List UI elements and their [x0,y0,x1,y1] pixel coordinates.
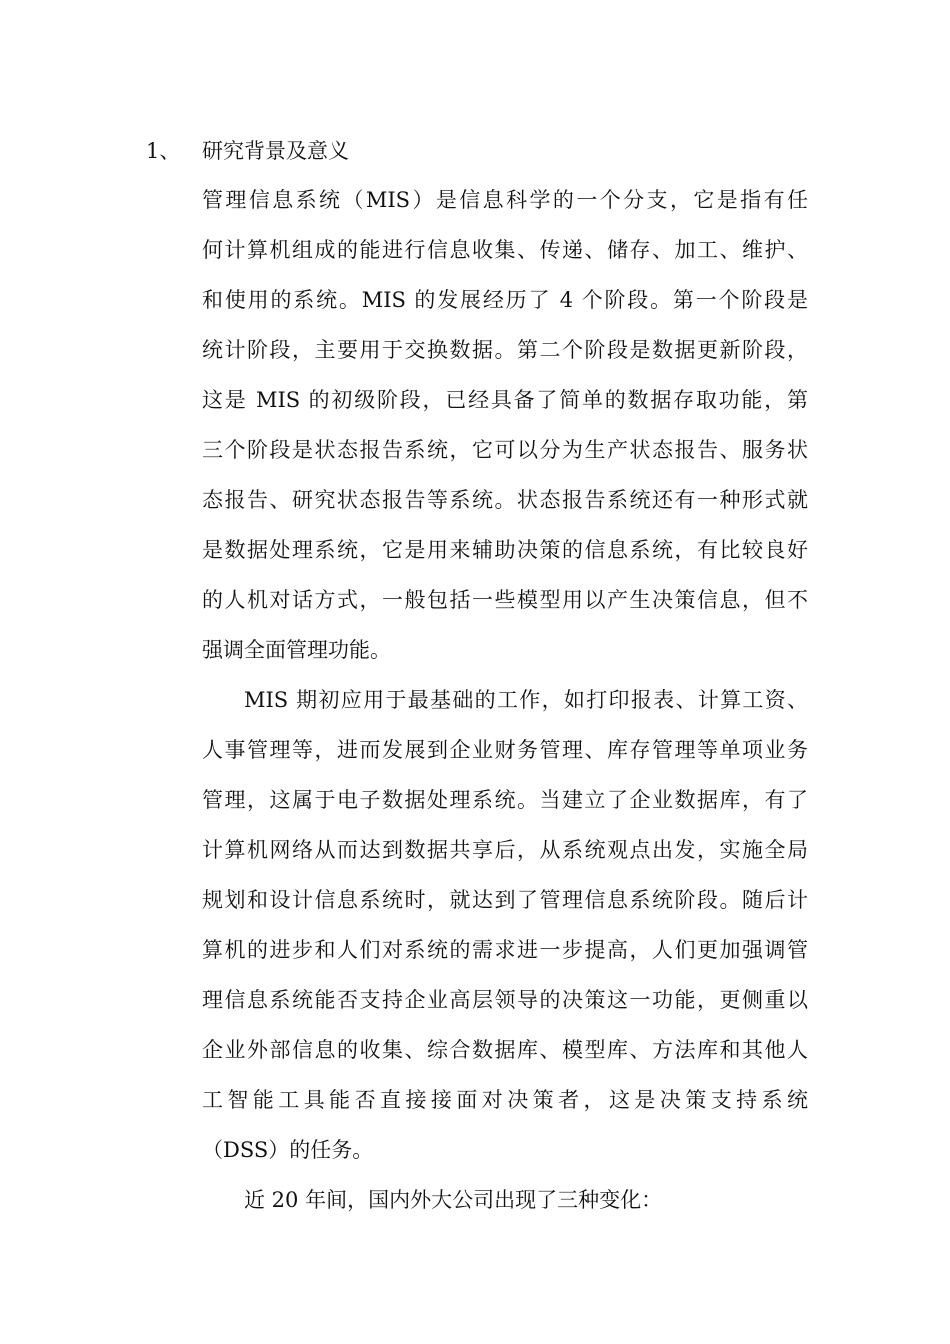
text-line: 态报告、研究状态报告等系统。状态报告系统还有一种形式就 [202,488,808,512]
text-line: 人事管理等，进而发展到企业财务管理、库存管理等单项业务 [202,738,808,762]
text-line: 工智能工具能否直接接面对决策者，这是决策支持系统 [202,1088,808,1112]
section-number: 1、 [146,139,181,163]
text-line: 理信息系统能否支持企业高层领导的决策这一功能，更侧重以 [202,988,808,1012]
text-line: 管理，这属于电子数据处理系统。当建立了企业数据库，有了 [202,788,808,812]
text-line: 和使用的系统。MIS 的发展经历了 4 个阶段。第一个阶段是 [202,288,808,312]
text-line: 三个阶段是状态报告系统，它可以分为生产状态报告、服务状 [202,438,808,462]
section-title: 研究背景及意义 [202,139,349,163]
paragraph-3 [202,1185,808,1235]
text-line: 计算机网络从而达到数据共享后，从系统观点出发，实施全局 [202,838,808,862]
text-line: 的人机对话方式，一般包括一些模型用以产生决策信息，但不 [202,588,808,612]
text-line: 规划和设计信息系统时，就达到了管理信息系统阶段。随后计 [202,888,808,912]
paragraph-1 [202,185,808,685]
text-line: 算机的进步和人们对系统的需求进一步提高，人们更加强调管 [202,938,808,962]
text-line: 强调全面管理功能。 [202,638,391,662]
paragraph-2 [202,685,808,1185]
text-line: MIS 期初应用于最基础的工作，如打印报表、计算工资、 [244,688,808,712]
document-body [202,185,808,1235]
text-line: 这是 MIS 的初级阶段，已经具备了简单的数据存取功能，第 [202,388,808,412]
text-line: 何计算机组成的能进行信息收集、传递、储存、加工、维护、 [202,238,808,262]
text-line: 企业外部信息的收集、综合数据库、模型库、方法库和其他人 [202,1038,808,1062]
text-line: 近 20 年间，国内外大公司出现了三种变化： [244,1188,663,1212]
text-line: 统计阶段，主要用于交换数据。第二个阶段是数据更新阶段， [202,338,808,362]
text-line: 是数据处理系统，它是用来辅助决策的信息系统，有比较良好 [202,538,808,562]
text-line: 管理信息系统（MIS）是信息科学的一个分支，它是指有任 [202,188,808,212]
text-line: （DSS）的任务。 [202,1138,374,1162]
